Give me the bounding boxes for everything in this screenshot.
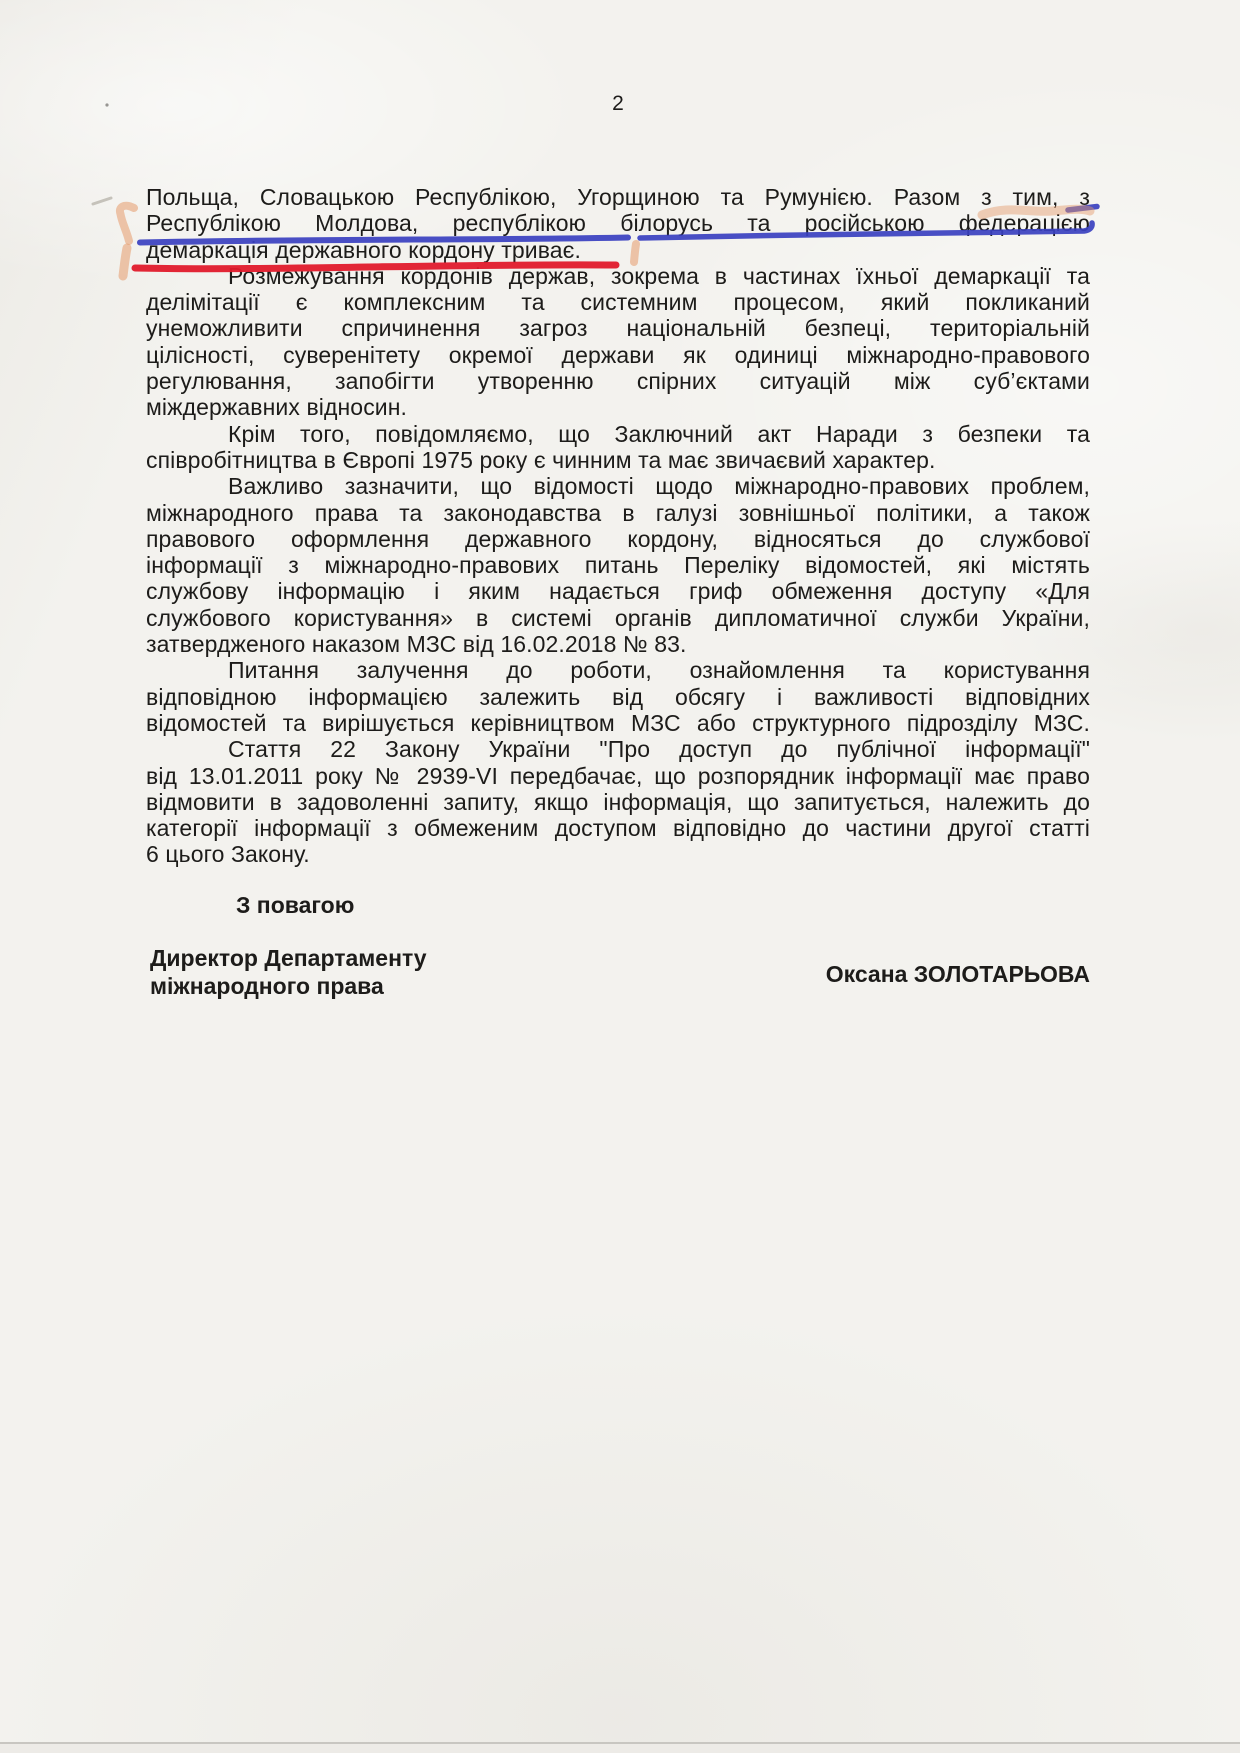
- document-body: [146, 184, 1090, 868]
- paper-speck: [105, 103, 108, 106]
- body-line: співробітництва в Європі 1975 року є чинним та має звичаєвий характер.: [146, 446, 936, 473]
- body-line: цілісності, суверенітету окремої держави як одиниці міжнародно-правового: [146, 341, 1090, 368]
- body-line: категорії інформації з обмеженим доступом відповідно до частини другої статті: [146, 815, 1090, 842]
- body-line: інформації з міжнародно-правових питань Переліку відомостей, які містять: [146, 552, 1090, 579]
- body-line: Розмежування кордонів держав, зокрема в частинах їхньої демаркації та: [228, 262, 1090, 289]
- pencil-dash-margin-icon: [93, 198, 111, 204]
- page-bottom-strip: [0, 1744, 1240, 1753]
- closing-salutation: З повагою: [236, 892, 355, 918]
- body-line: міждержавних відносин.: [146, 394, 408, 421]
- orange-margin-bracket-icon: [120, 206, 134, 241]
- body-line: Важливо зазначити, що відомості щодо міжнародно-правових проблем,: [228, 473, 1090, 500]
- body-line: відмовити в задоволенні запиту, якщо інформація, що запитується, належить до: [146, 788, 1090, 815]
- signer-title-line: Директор Департаменту: [150, 945, 427, 971]
- body-line: міжнародного права та законодавства в галузі зовнішньої політики, а також: [146, 499, 1090, 526]
- page-number: 2: [612, 92, 624, 115]
- body-line: відомостей та вирішується керівництвом МЗС або структурного підрозділу МЗС.: [146, 709, 1090, 736]
- signer-name: Оксана ЗОЛОТАРЬОВА: [825, 961, 1090, 987]
- body-line: Крім того, повідомляємо, що Заключний акт Наради з безпеки та: [228, 420, 1090, 447]
- body-line: 6 цього Закону.: [146, 841, 310, 868]
- body-line: від 13.01.2011 року № 2939-VI передбачає, що розпорядник інформації має право: [146, 762, 1090, 789]
- body-line: демаркація державного кордону триває.: [146, 236, 581, 263]
- body-line: регулювання, запобігти утворенню спірних ситуацій між суб’єктами: [146, 368, 1090, 395]
- body-line: службову інформацію і яким надається гриф обмеження доступу «Для: [146, 578, 1090, 605]
- body-line: делімітації є комплексним та системним процесом, який покликаний: [146, 289, 1090, 316]
- body-line: Питання залучення до роботи, ознайомлення та користування: [228, 657, 1090, 684]
- body-line: унеможливити спричинення загроз національній безпеці, територіальній: [146, 315, 1090, 342]
- body-line: відповідною інформацією залежить від обсягу і важливості відповідних: [146, 683, 1090, 710]
- signer-title-line: міжнародного права: [150, 973, 384, 999]
- body-line: Стаття 22 Закону України "Про доступ до публічної інформації": [228, 736, 1090, 763]
- orange-margin-tick-icon: [123, 248, 127, 276]
- body-line: правового оформлення державного кордону, відносяться до службової: [146, 525, 1090, 552]
- body-line: Польща, Словацькою Республікою, Угорщиною та Румунією. Разом з тим, з: [146, 184, 1090, 210]
- body-line: Республікою Молдова, республікою білорусь та російською федерацією: [146, 210, 1090, 237]
- body-line: службового користування» в системі органів дипломатичної служби України,: [146, 604, 1090, 631]
- body-line: затвердженого наказом МЗС від 16.02.2018 № 83.: [146, 631, 687, 658]
